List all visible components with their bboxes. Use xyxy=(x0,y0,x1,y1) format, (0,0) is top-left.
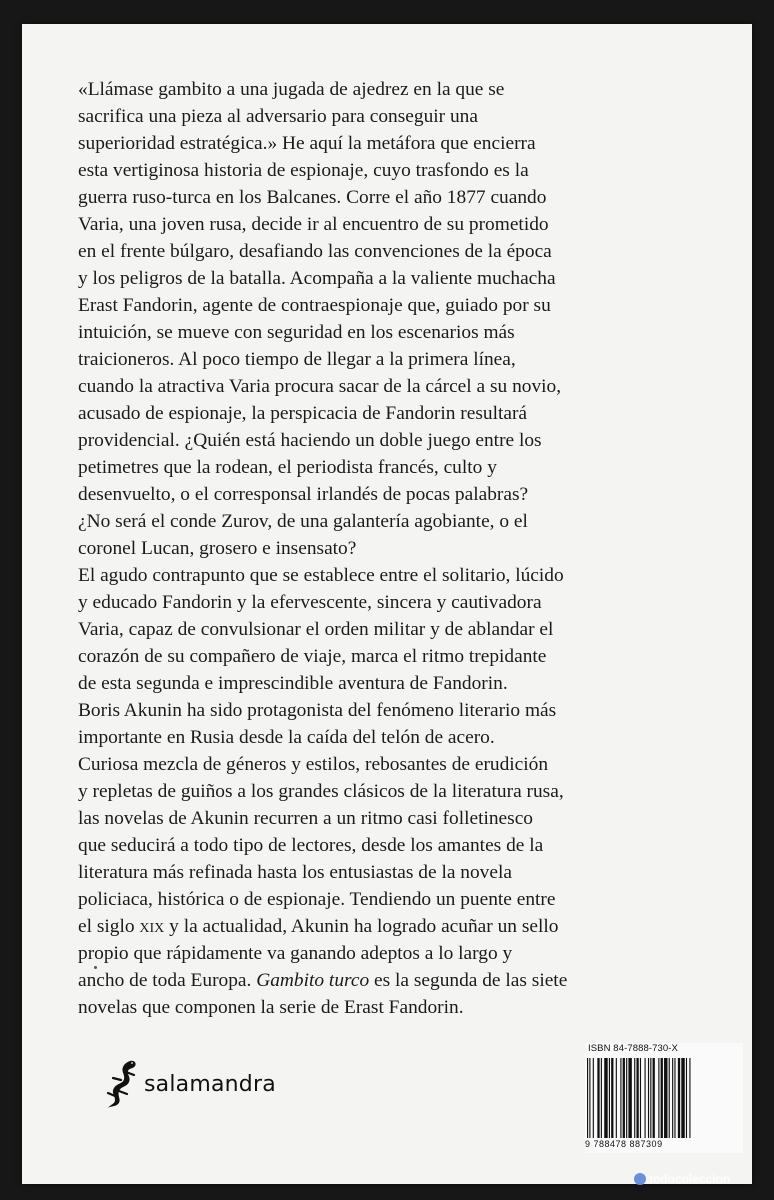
back-cover-blurb xyxy=(78,76,718,1021)
paper-speck xyxy=(94,966,97,969)
barcode-bar xyxy=(620,1058,621,1138)
blurb-line: «Llámase gambito a una jugada de ajedrez en la que se xyxy=(78,79,505,100)
barcode-bar xyxy=(597,1058,599,1138)
blurb-line: de esta segunda e imprescindible aventura de Fandorin. xyxy=(78,673,508,694)
barcode-bar xyxy=(609,1058,610,1138)
blurb-line: y los peligros de la batalla. Acompaña a la valiente muchacha xyxy=(78,268,556,289)
barcode-bar xyxy=(623,1058,625,1138)
blurb-line: El agudo contrapunto que se establece entre el solitario, lúcido xyxy=(78,565,564,586)
barcode-bar xyxy=(686,1058,687,1138)
barcode-bar xyxy=(674,1058,675,1138)
blurb-line: cuando la atractiva Varia procura sacar de la cárcel a su novio, xyxy=(78,376,562,397)
barcode-bar xyxy=(593,1058,594,1138)
blurb-line: literatura más refinada hasta los entusiastas de la novela xyxy=(78,862,512,883)
blurb-line: en el frente búlgaro, desafiando las convenciones de la época xyxy=(78,241,552,262)
barcode-bar xyxy=(601,1058,602,1138)
blurb-line-title xyxy=(78,967,718,994)
blurb-line: acusado de espionaje, la perspicacia de Fandorin resultará xyxy=(78,403,528,424)
blurb-text: es la segunda de las siete xyxy=(369,970,568,991)
book-title: Gambito turco xyxy=(256,970,370,991)
blurb-text: el siglo xyxy=(78,916,140,937)
blurb-line: providencial. ¿Quién está haciendo un doble juego entre los xyxy=(78,430,542,451)
barcode-bar xyxy=(604,1058,607,1138)
blurb-line: petimetres que la rodean, el periodista francés, culto y xyxy=(78,457,497,478)
blurb-line: traicioneros. Al poco tiempo de llegar a la primera línea, xyxy=(78,349,516,370)
blurb-line: propio que rápidamente va ganando adeptos a lo largo y xyxy=(78,943,513,964)
barcode-bar xyxy=(634,1058,635,1138)
blurb-line: esta vertiginosa historia de espionaje, cuyo trasfondo es la xyxy=(78,160,529,181)
barcode-bar xyxy=(589,1058,590,1138)
blurb-line: sacrifica una pieza al adversario para conseguir una xyxy=(78,106,478,127)
blurb-line: corazón de su compañero de viaje, marca el ritmo trepidante xyxy=(78,646,547,667)
barcode-bar xyxy=(616,1058,617,1138)
blurb-line: ¿No será el conde Zurov, de una galantería agobiante, o el xyxy=(78,511,528,532)
blurb-line: y repletas de guiños a los grandes clásicos de la literatura rusa, xyxy=(78,781,564,802)
barcode-bar xyxy=(689,1058,690,1138)
barcode-bar xyxy=(640,1058,641,1138)
blurb-line: desenvuelto, o el corresponsal irlandés de pocas palabras? xyxy=(78,484,529,505)
publisher-logo xyxy=(104,1058,324,1110)
blurb-line: novelas que componen la serie de Erast Fandorin. xyxy=(78,997,464,1018)
blurb-line: coronel Lucan, grosero e insensato? xyxy=(78,538,357,559)
barcode-bar xyxy=(658,1058,659,1138)
barcode-bar xyxy=(648,1058,649,1138)
barcode-bar xyxy=(611,1058,613,1138)
barcode-bar xyxy=(650,1058,651,1138)
blurb-line-xix xyxy=(78,913,718,940)
barcode xyxy=(585,1043,743,1153)
blurb-line: policiaca, histórica o de espionaje. Tendiendo un puente entre xyxy=(78,889,556,910)
barcode-bar xyxy=(669,1058,670,1138)
barcode-bar xyxy=(587,1058,588,1138)
barcode-bar xyxy=(636,1058,638,1138)
watermark xyxy=(634,1172,730,1186)
blurb-text: y la actualidad, Akunin ha logrado acuñar un sello xyxy=(164,916,559,937)
blurb-line: intuición, se mueve con seguridad en los escenarios más xyxy=(78,322,515,343)
roman-numeral: xix xyxy=(139,916,165,937)
watermark-text: todocoleccion xyxy=(649,1172,731,1186)
isbn-label: ISBN 84-7888-730-X xyxy=(588,1043,678,1054)
barcode-bar xyxy=(672,1058,673,1138)
blurb-text: ancho de toda Europa. xyxy=(78,970,257,991)
blurb-line: Boris Akunin ha sido protagonista del fenómeno literario más xyxy=(78,700,557,721)
barcode-bar xyxy=(678,1058,680,1138)
blurb-line: superioridad estratégica.» He aquí la metáfora que encierra xyxy=(78,133,536,154)
blurb-line: las novelas de Akunin recurren a un ritmo casi folletinesco xyxy=(78,808,533,829)
blurb-line: importante en Rusia desde la caída del telón de acero. xyxy=(78,727,495,748)
barcode-bar xyxy=(681,1058,684,1138)
blurb-line: y educado Fandorin y la efervescente, sincera y cautivadora xyxy=(78,592,542,613)
blurb-line: Varia, capaz de convulsionar el orden militar y de ablandar el xyxy=(78,619,554,640)
barcode-bar xyxy=(626,1058,627,1138)
barcode-bar xyxy=(653,1058,655,1138)
barcode-bar xyxy=(628,1058,631,1138)
barcode-bars xyxy=(585,1058,743,1138)
blurb-line: Erast Fandorin, agente de contraespionaje que, guiado por su xyxy=(78,295,551,316)
publisher-name: salamandra xyxy=(144,1072,276,1097)
barcode-bar xyxy=(661,1058,663,1138)
blurb-line: que seducirá a todo tipo de lectores, desde los amantes de la xyxy=(78,835,544,856)
barcode-digits: 9 788478 887309 xyxy=(585,1139,663,1149)
barcode-bar xyxy=(664,1058,667,1138)
barcode-bar xyxy=(645,1058,646,1138)
blurb-line: Varia, una joven rusa, decide ir al encuentro de su prometido xyxy=(78,214,549,235)
dot-icon xyxy=(634,1173,646,1185)
blurb-line: guerra ruso-turca en los Balcanes. Corre el año 1877 cuando xyxy=(78,187,547,208)
salamander-icon xyxy=(104,1058,144,1110)
blurb-line: Curiosa mezcla de géneros y estilos, rebosantes de erudición xyxy=(78,754,549,775)
